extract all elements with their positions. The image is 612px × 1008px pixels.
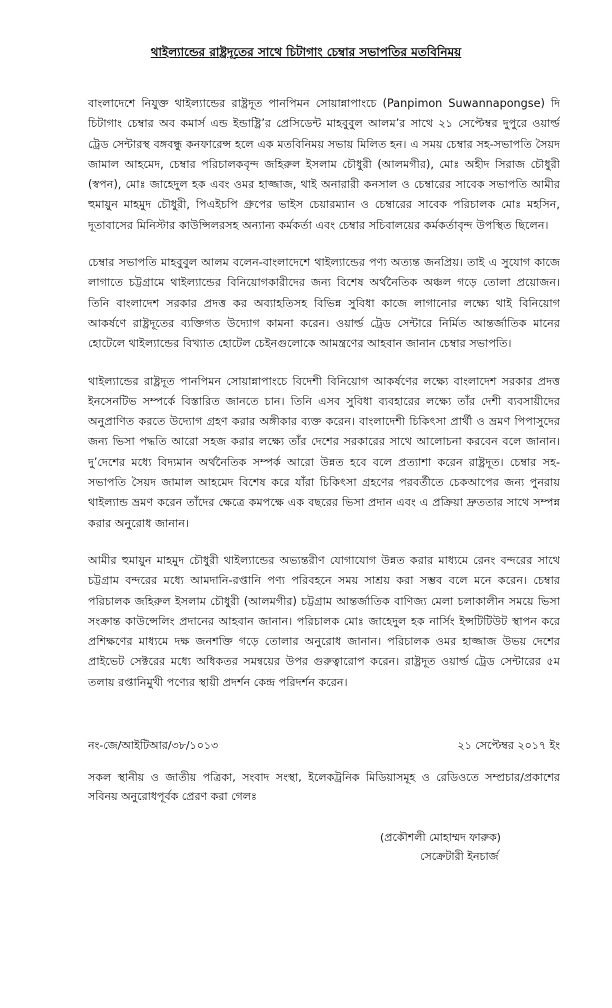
signatory-title: সেক্রেটারী ইনচার্জ — [420, 850, 499, 863]
signature-block — [380, 828, 570, 866]
reference-number: নং-জে/আইটিআর/৩৮/১০১৩ — [88, 739, 219, 752]
paragraph-3: থাইল্যান্ডের রাষ্ট্রদূত পানপিমন সোয়ান্নাপাংচে বিদেশী বিনিয়োগ আকর্ষণের লক্ষ্যে বাংলাদেশ সরকার প্রদত্ত ইনসেনটিভ সম্পর্কে বিস্তারিত জানতে চান। তিনি এসব সুবিধা ব্যবহারের লক্ষ্যে তাঁর দেশী ব্যবসায়ীদের অনুপ্রাণিত করতে উদ্যোগ গ্রহণ করার অঙ্গীকার ব্যক্ত করেন। বাংলাদেশী চিকিৎসা প্রার্থী ও ভ্রমণ পিপাসুদের জন্য ভিসা পদ্ধতি আরো সহজ করার লক্ষ্যে তাঁর দেশের সরকারের সাথে আলোচনা করবেন বলে জানান। দু’দেশের মধ্যে বিদ্যমান অর্থনৈতিক সম্পর্ক আরো উন্নত হবে বলে প্রত্যাশা করেন রাষ্ট্রদূত। চেম্বার সহ-সভাপতি সৈয়দ জামাল আহমেদ বিশেষ করে যাঁরা চিকিৎসা গ্রহণের পরবর্তীতে চেকআপের জন্য পুনরায় থাইল্যান্ড ভ্রমণ করেন তাঁদের ক্ষেত্রে কমপক্ষে এক বছরের ভিসা প্রদান এবং এ প্রক্রিয়া দ্রুততার সাথে সম্পন্ন করার অনুরোধ জানান। — [88, 374, 560, 530]
paragraph-1: বাংলাদেশে নিযুক্ত থাইল্যান্ডের রাষ্ট্রদূত পানপিমন সোয়ান্নাপাংচে (Panpimon Suwannapongse) দি চিটাগাং চেম্বার অব কমার্স এন্ড ইন্ডাষ্ট্রি’র প্রেসিডেন্ট মাহবুবুল আলম’র সাথে ২১ সেপ্টেম্বর দুপুরে ওয়ার্ল্ড ট্রেড সেন্টারস্থ বঙ্গবন্ধু কনফারেন্স হলে এক মতবিনিময় সভায় মিলিত হন। এ সময় চেম্বার সহ-সভাপতি সৈয়দ জামাল আহমেদ, চেম্বার পরিচালকবৃন্দ জহিরুল ইসলাম চৌধুরী (আলমগীর), মোঃ অহীদ সিরাজ চৌধুরী (স্বপন), মোঃ জাহেদুল হক এবং ওমর হাজ্জাজ, থাই অনারারী কনসাল ও চেম্বারের সাবেক সভাপতি আমীর হুমায়ুন মাহমুদ চৌধুরী, পিএইচপি গ্রুপের ভাইস চেয়ারম্যান ও চেম্বারের সাবেক পরিচালক মোঃ মহসিন, দূতাবাসের মিনিস্টার কাউন্সিলরসহ অন্যান্য কর্মকর্তা এবং চেম্বার সচিবালয়ের কর্মকর্তাবৃন্দ উপস্থিত ছিলেন। — [88, 97, 560, 232]
signatory-name: (প্রকৌশলী মোহাম্মদ ফারুক) — [380, 831, 501, 844]
document-title: থাইল্যান্ডের রাষ্ট্রদূতের সাথে চিটাগাং চেম্বার সভাপতির মতবিনিময় — [150, 45, 462, 59]
document-date: ২১ সেপ্টেম্বর ২০১৭ ইং — [457, 739, 560, 752]
paragraph-2: চেম্বার সভাপতি মাহবুবুল আলম বলেন-বাংলাদেশে থাইল্যান্ডের পণ্য অত্যন্ত জনপ্রিয়। তাই এ সুযোগ কাজে লাগাতে চট্টগ্রামে থাইল্যান্ডের বিনিয়োগকারীদের জন্য বিশেষ অর্থনৈতিক অঞ্চল গড়ে তোলা প্রয়োজন। তিনি বাংলাদেশ সরকার প্রদত্ত কর অব্যাহতিসহ বিভিন্ন সুবিধা কাজে লাগানোর লক্ষ্যে থাই বিনিয়োগ আকর্ষণে রাষ্ট্রদূতের ব্যক্তিগত উদ্যোগ কামনা করেন। ওয়ার্ল্ড ট্রেড সেন্টারে নির্মিত আন্তর্জাতিক মানের হোটেলে থাইল্যান্ডের বিখ্যাত হোটেল চেইনগুলোকে আমন্ত্রণের আহবান জানান চেম্বার সভাপতি। — [88, 256, 560, 351]
distribution-note: সকল স্থানীয় ও জাতীয় পত্রিকা, সংবাদ সংস্থা, ইলেকট্রনিক মিডিয়াসমূহ ও রেডিওতে সম্প্রচার/প্রকাশের সবিনয় অনুরোধপূর্বক প্রেরণ করা গেলঃ — [88, 771, 560, 803]
document-body — [88, 94, 560, 693]
paragraph-4: আমীর হুমায়ুন মাহমুদ চৌধুরী থাইল্যান্ডের অভ্যন্তরীণ যোগাযোগ উন্নত করার মাধ্যমে রেনং বন্দরের সাথে চট্টগ্রাম বন্দরের মধ্যে আমদানি-রপ্তানি পণ্য পরিবহনে সময় সাশ্রয় করা সম্ভব বলে মনে করেন। চেম্বার পরিচালক জহিরুল ইসলাম চৌধুরী (আলমগীর) চট্টগ্রাম আন্তর্জাতিক বাণিজ্য মেলা চলাকালীন সময়ে ভিসা সংক্রান্ত কাউন্সেলিং প্রদানের আহবান জানান। পরিচালক মোঃ জাহেদুল হক নার্সিং ইন্সটিটিউট স্থাপন করে প্রশিক্ষণের মাধ্যমে দক্ষ জনশক্তি গড়ে তোলার অনুরোধ জানান। পরিচালক ওমর হাজ্জাজ উভয় দেশের প্রাইভেট সেক্টরের মধ্যে অধিকতর সমন্বয়ের উপর গুরুত্বারোপ করেন। রাষ্ট্রদূত ওয়ার্ল্ড ট্রেড সেন্টারের ৫ম তলায় রপ্তানিমুখী পণ্যের স্থায়ী প্রদর্শন কেন্দ্র পরিদর্শন করেন। — [88, 553, 560, 689]
